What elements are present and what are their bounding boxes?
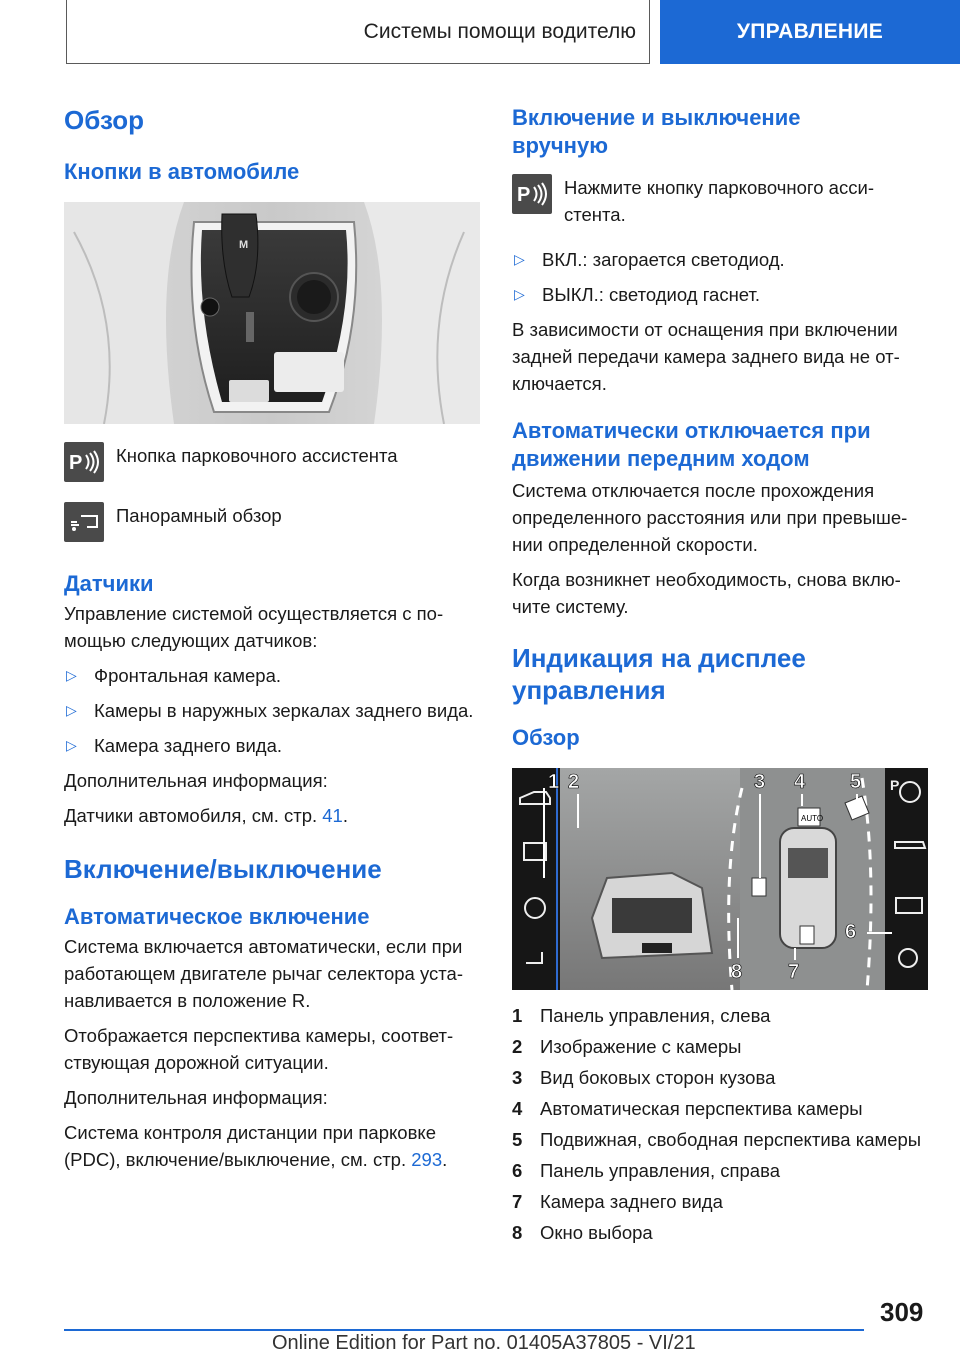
callout-6: 6 [845,921,857,943]
auto-on-text: Система включается автоматически, если при работающем двигателе рычаг селектора устанавливается в положение R. [64,936,463,1011]
legend-item: 2 Изображение с камеры [512,1036,742,1057]
svg-text:P: P [69,452,83,474]
sensors-intro: Управление системой осуществляется с помощью следующих датчиков: [64,603,444,651]
right-column [512,96,928,1246]
equipment-note: В зависимости от оснащения при включении задней передачи камера заднего вида не отключается. [512,319,900,394]
bullet-triangle-icon: ▷ [66,667,77,683]
auto-perspective-label: AUTO [801,814,824,823]
edition-footer: Online Edition for Part no. 01405A37805 - VI/21 [272,1332,696,1354]
callout-7: 7 [788,961,800,983]
panorama-view-icon [64,502,104,542]
page-link-41[interactable]: 41 [322,805,343,826]
page-link-293[interactable]: 293 [411,1149,443,1170]
footer-rule [64,1329,864,1331]
more-info-label: Дополнительная информация: [64,1087,328,1108]
svg-text:M: M [239,239,249,251]
press-button-text: Нажмите кнопку парковочного ассистента. [564,177,874,225]
auto-off-heading: Автоматически отключается при движении передним ходом [512,418,871,471]
legend-item: 7 Камера заднего вида [512,1191,723,1212]
chapter-tab[interactable]: УПРАВЛЕНИЕ [660,0,960,64]
auto-off-text: Система отключается после прохождения определенного расстояния или при превышении определенной скорости. [512,480,908,555]
svg-text:P: P [517,184,531,206]
callout-5: 5 [850,771,862,793]
legend-item: 3 Вид боковых сторон кузова [512,1067,776,1088]
sensors-reference: Датчики автомобиля, см. стр. 41. [64,805,348,826]
sensor-item: ▷ Фронтальная камера. [64,662,480,689]
overview-title: Обзор [64,105,144,135]
control-display-screenshot [512,768,928,990]
legend-item: 1 Панель управления, слева [512,1005,771,1026]
bullet-triangle-icon: ▷ [514,286,525,302]
display-heading: Индикация на дисплее управления [512,643,806,705]
sensors-heading: Датчики [64,571,154,596]
legend-item: 6 Панель управления, справа [512,1160,780,1181]
sensor-item: ▷ Камеры в наружных зеркалах заднего вида. [64,697,480,724]
callout-1: 1 [548,771,560,793]
display-legend [512,1002,928,1246]
panorama-label: Панорамный обзор [116,505,282,526]
off-item: ▷ ВЫКЛ.: светодиод гаснет. [512,281,928,308]
manual-heading: Включение и выключение вручную [512,105,801,158]
auto-off-text-2: Когда возникнет необходимость, снова включите систему. [512,569,901,617]
sensor-item: ▷ Камера заднего вида. [64,732,480,759]
auto-on-heading: Автоматическое включение [64,904,370,929]
left-column [64,96,480,1173]
legend-item: 8 Окно выбора [512,1222,653,1243]
section-title: Системы помощи водителю [363,20,636,43]
callout-2: 2 [568,771,580,793]
callout-3: 3 [754,771,766,793]
legend-item: 4 Автоматическая перспектива камеры [512,1098,863,1119]
callout-8: 8 [731,961,743,983]
bullet-triangle-icon: ▷ [66,702,77,718]
display-overview-heading: Обзор [512,725,580,750]
onoff-heading: Включение/выключение [64,854,382,884]
more-info-label: Дополнительная информация: [64,770,328,791]
bullet-triangle-icon: ▷ [514,251,525,267]
parking-assistant-icon [64,442,104,482]
parking-assistant-label: Кнопка парковочного ассистента [116,445,398,466]
on-item: ▷ ВКЛ.: загорается светодиод. [512,246,928,273]
panorama-legend [64,502,480,542]
press-button-instruction [512,174,928,228]
buttons-heading: Кнопки в автомобиле [64,159,300,184]
auto-on-text-2: Отображается перспектива камеры, соответствующая дорожной ситуации. [64,1025,454,1073]
callout-4: 4 [794,771,806,793]
parking-assistant-legend [64,442,480,482]
console-photo [64,202,480,424]
parking-assistant-icon [512,174,552,214]
bullet-triangle-icon: ▷ [66,737,77,753]
pdc-reference: Система контроля дистанции при парковке (PDC), включение/выключение, см. стр. 293. [64,1122,448,1170]
legend-item: 5 Подвижная, свободная перспектива камеры [512,1129,922,1150]
svg-text:P: P [890,777,900,793]
page-number: 309 [880,1297,924,1327]
